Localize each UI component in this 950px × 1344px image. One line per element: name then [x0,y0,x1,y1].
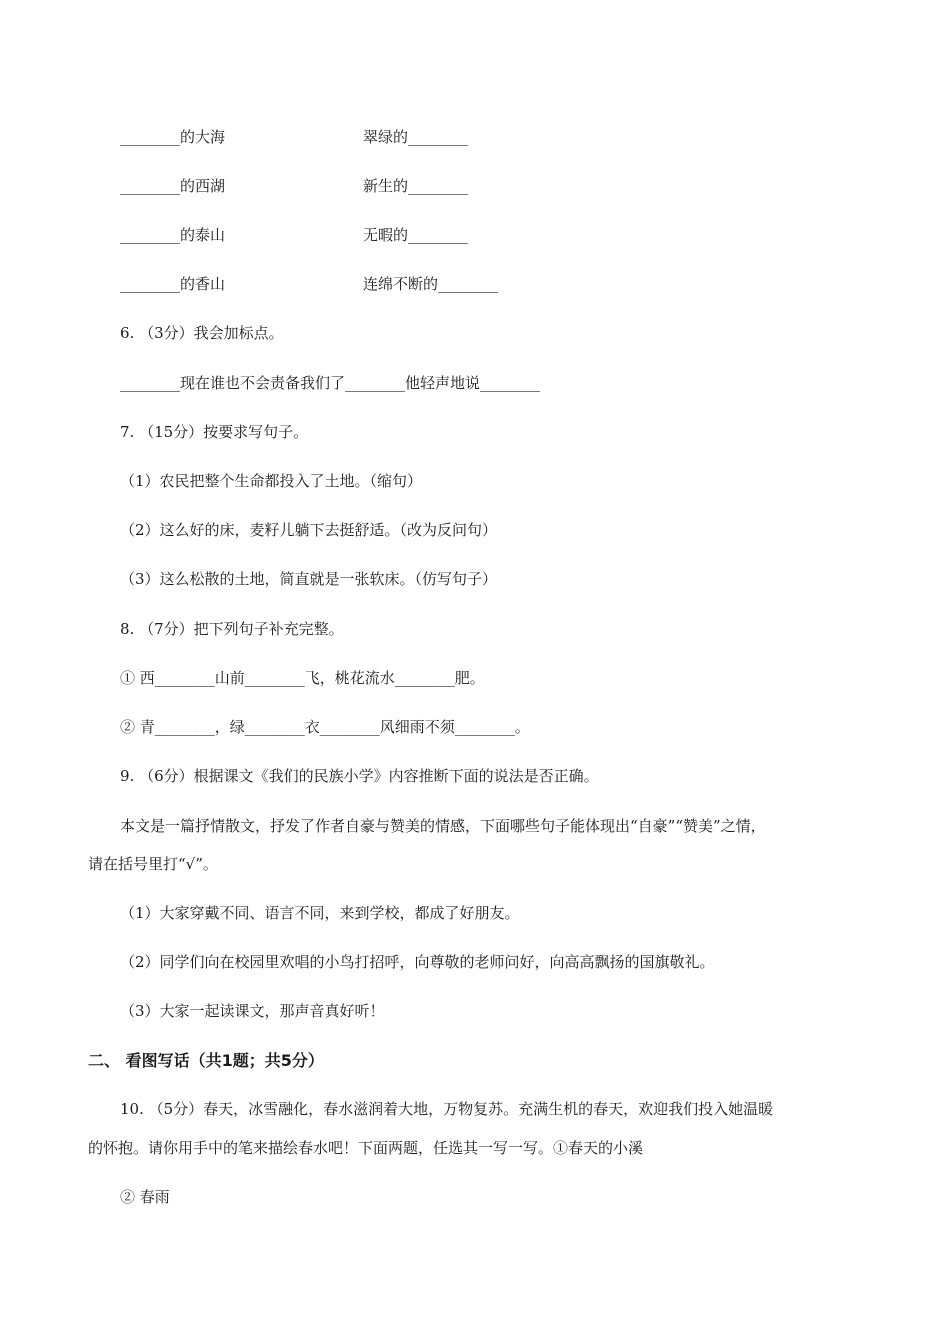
question-10-option-2: ② 春雨 [120,1188,170,1206]
question-9-item-1: （1）大家穿戴不同、语言不同，来到学校，都成了好朋友。 [120,904,520,922]
question-10-line-2: 的怀抱。请你用手中的笔来描绘春水吧！下面两题，任选其一写一写。①春天的小溪 [88,1139,644,1157]
question-8-item-2: ② 青________，绿________衣________风细雨不须________。 [120,718,530,736]
question-7-item-3: （3）这么松散的土地，简直就是一张软床。（仿写句子） [120,570,498,588]
question-6-title: 6. （3分）我会加标点。 [120,324,284,342]
question-8-item-1: ① 西________山前________飞，桃花流水________肥。 [120,669,485,687]
fill-blank-right-1: 翠绿的________ [363,128,469,146]
fill-blank-right-3: 无暇的________ [363,226,469,244]
fill-blank-right-4: 连绵不断的________ [363,275,499,293]
question-9-item-3: （3）大家一起读课文，那声音真好听！ [120,1002,385,1020]
question-10-line-1: 10. （5分）春天，冰雪融化，春水滋润着大地，万物复苏。充满生机的春天，欢迎我们投入她温暖 [120,1100,774,1118]
question-9-title: 9. （6分）根据课文《我们的民族小学》内容推断下面的说法是否正确。 [120,767,599,785]
question-7-title: 7. （15分）按要求写句子。 [120,423,309,441]
question-7-item-1: （1）农民把整个生命都投入了土地。（缩句） [120,472,423,490]
question-6-line: ________现在谁也不会责备我们了________他轻声地说________ [120,374,541,392]
fill-blank-left-2: ________的西湖 [120,177,226,195]
fill-blank-left-1: ________的大海 [120,128,226,146]
question-9-intro-line-2: 请在括号里打“√”。 [88,855,218,873]
question-9-item-2: （2）同学们向在校园里欢唱的小鸟打招呼，向尊敬的老师问好，向高高飘扬的国旗敬礼。 [120,953,715,971]
fill-blank-right-2: 新生的________ [363,177,469,195]
section-2-heading: 二、 看图写话（共1题；共5分） [88,1051,324,1070]
question-7-item-2: （2）这么好的床，麦籽儿躺下去挺舒适。（改为反问句） [120,521,498,539]
question-9-intro-line-1: 本文是一篇抒情散文，抒发了作者自豪与赞美的情感，下面哪些句子能体现出“自豪”“赞美”之情， [120,817,766,835]
question-8-title: 8. （7分）把下列句子补充完整。 [120,620,344,638]
fill-blank-left-3: ________的泰山 [120,226,226,244]
fill-blank-left-4: ________的香山 [120,275,226,293]
